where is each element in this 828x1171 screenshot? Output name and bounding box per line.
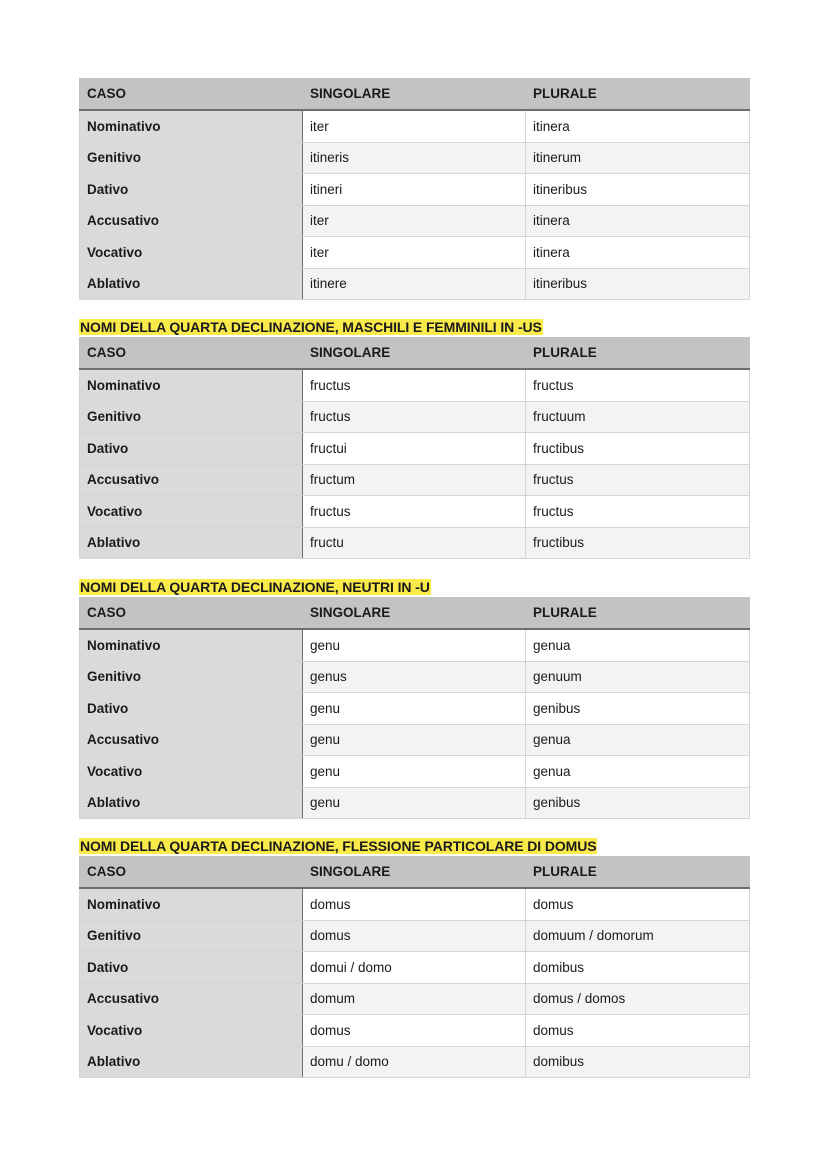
plural-form: itineribus (526, 174, 750, 206)
table-row (80, 433, 750, 465)
header-caso: CASO (80, 337, 303, 369)
singular-form: itineri (303, 174, 526, 206)
table-row (80, 724, 750, 756)
header-plurale: PLURALE (526, 597, 750, 629)
singular-form: domus (303, 1015, 526, 1047)
section-title-domus (79, 837, 597, 855)
singular-form: domum (303, 983, 526, 1015)
table-row (80, 464, 750, 496)
plural-form: domibus (526, 952, 750, 984)
case-name: Genitivo (80, 142, 303, 174)
plural-form: itineribus (526, 268, 750, 300)
declension-table-iter (79, 78, 750, 300)
table-row (80, 888, 750, 920)
case-name: Dativo (80, 433, 303, 465)
header-plurale: PLURALE (526, 856, 750, 888)
case-name: Nominativo (80, 888, 303, 920)
case-name: Accusativo (80, 983, 303, 1015)
table-row (80, 787, 750, 819)
singular-form: itinere (303, 268, 526, 300)
case-name: Vocativo (80, 1015, 303, 1047)
header-singolare: SINGOLARE (303, 78, 526, 110)
case-name: Ablativo (80, 1046, 303, 1078)
declension-table-fructus (79, 337, 750, 559)
singular-form: iter (303, 205, 526, 237)
case-name: Accusativo (80, 205, 303, 237)
singular-form: fructus (303, 401, 526, 433)
table-row (80, 401, 750, 433)
plural-form: fructibus (526, 527, 750, 559)
header-singolare: SINGOLARE (303, 856, 526, 888)
table-header-row (80, 856, 750, 888)
case-name: Genitivo (80, 920, 303, 952)
table-row (80, 142, 750, 174)
table-header-row (80, 78, 750, 110)
table-row (80, 369, 750, 401)
plural-form: itinera (526, 205, 750, 237)
singular-form: genu (303, 693, 526, 725)
header-caso: CASO (80, 78, 303, 110)
table-row (80, 496, 750, 528)
table-header-row (80, 597, 750, 629)
case-name: Ablativo (80, 527, 303, 559)
singular-form: fructui (303, 433, 526, 465)
plural-form: fructus (526, 496, 750, 528)
plural-form: domus / domos (526, 983, 750, 1015)
plural-form: genibus (526, 693, 750, 725)
case-name: Accusativo (80, 724, 303, 756)
singular-form: iter (303, 237, 526, 269)
plural-form: fructibus (526, 433, 750, 465)
singular-form: genu (303, 787, 526, 819)
table-row (80, 174, 750, 206)
case-name: Vocativo (80, 496, 303, 528)
plural-form: domuum / domorum (526, 920, 750, 952)
table-row (80, 205, 750, 237)
table-row (80, 110, 750, 142)
plural-form: domibus (526, 1046, 750, 1078)
section-title-text: NOMI DELLA QUARTA DECLINAZIONE, FLESSIONE PARTICOLARE DI DOMUS (80, 838, 597, 854)
header-singolare: SINGOLARE (303, 337, 526, 369)
singular-form: fructum (303, 464, 526, 496)
plural-form: fructus (526, 464, 750, 496)
section-title-text: NOMI DELLA QUARTA DECLINAZIONE, NEUTRI IN -U (80, 579, 430, 595)
plural-form: itinera (526, 237, 750, 269)
table-row (80, 237, 750, 269)
table-row (80, 756, 750, 788)
singular-form: domu / domo (303, 1046, 526, 1078)
section-title-masculine-feminine (79, 318, 543, 336)
plural-form: fructus (526, 369, 750, 401)
header-singolare: SINGOLARE (303, 597, 526, 629)
header-caso: CASO (80, 597, 303, 629)
plural-form: genuum (526, 661, 750, 693)
section-title-neuter (79, 578, 431, 596)
plural-form: fructuum (526, 401, 750, 433)
table-header-row (80, 337, 750, 369)
singular-form: domus (303, 888, 526, 920)
case-name: Nominativo (80, 629, 303, 661)
plural-form: domus (526, 1015, 750, 1047)
plural-form: genua (526, 629, 750, 661)
singular-form: domus (303, 920, 526, 952)
table-row (80, 629, 750, 661)
case-name: Nominativo (80, 369, 303, 401)
singular-form: domui / domo (303, 952, 526, 984)
plural-form: domus (526, 888, 750, 920)
plural-form: itinera (526, 110, 750, 142)
singular-form: itineris (303, 142, 526, 174)
case-name: Dativo (80, 174, 303, 206)
case-name: Vocativo (80, 237, 303, 269)
case-name: Genitivo (80, 661, 303, 693)
header-caso: CASO (80, 856, 303, 888)
case-name: Accusativo (80, 464, 303, 496)
case-name: Vocativo (80, 756, 303, 788)
table-row (80, 661, 750, 693)
case-name: Nominativo (80, 110, 303, 142)
singular-form: fructus (303, 496, 526, 528)
table-row (80, 952, 750, 984)
table-row (80, 693, 750, 725)
table-row (80, 527, 750, 559)
case-name: Dativo (80, 693, 303, 725)
table-row (80, 983, 750, 1015)
table-row (80, 920, 750, 952)
case-name: Ablativo (80, 787, 303, 819)
plural-form: genibus (526, 787, 750, 819)
section-title-text: NOMI DELLA QUARTA DECLINAZIONE, MASCHILI E FEMMINILI IN -US (80, 319, 542, 335)
singular-form: genus (303, 661, 526, 693)
declension-table-genu (79, 597, 750, 819)
singular-form: fructu (303, 527, 526, 559)
case-name: Ablativo (80, 268, 303, 300)
header-plurale: PLURALE (526, 78, 750, 110)
singular-form: fructus (303, 369, 526, 401)
case-name: Dativo (80, 952, 303, 984)
plural-form: genua (526, 724, 750, 756)
table-row (80, 1015, 750, 1047)
plural-form: genua (526, 756, 750, 788)
table-row (80, 1046, 750, 1078)
singular-form: iter (303, 110, 526, 142)
case-name: Genitivo (80, 401, 303, 433)
declension-table-domus (79, 856, 750, 1078)
singular-form: genu (303, 629, 526, 661)
plural-form: itinerum (526, 142, 750, 174)
singular-form: genu (303, 724, 526, 756)
header-plurale: PLURALE (526, 337, 750, 369)
singular-form: genu (303, 756, 526, 788)
table-row (80, 268, 750, 300)
